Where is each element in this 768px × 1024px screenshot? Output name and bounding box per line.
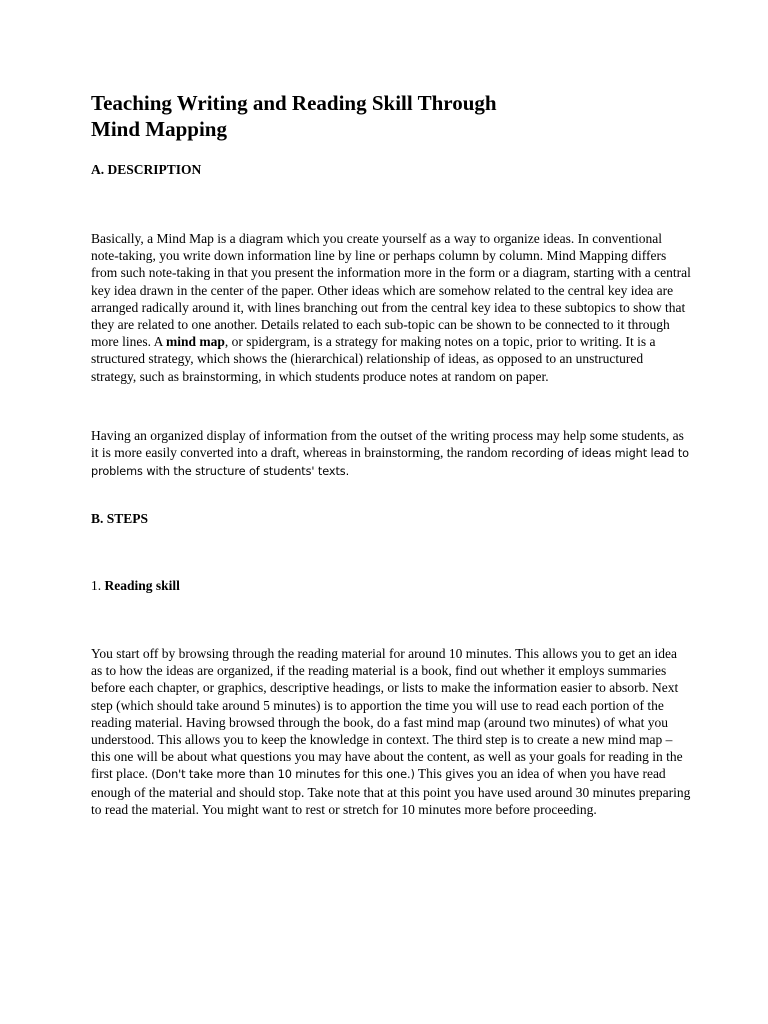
description-p2-sans-text: recording of ideas might lead to problems with the structure of students' texts. (91, 447, 689, 479)
document-page (91, 90, 691, 817)
mind-map-term: mind map (166, 334, 225, 350)
reading-text-part-2: This gives you an idea of when you have read enough of the material and should stop. Take note that at this point you have used around 30 minutes preparing to read the material. You might want to rest or stretch for 10 minutes more before proceeding. (91, 766, 691, 817)
step-1-label: Reading skill (104, 578, 180, 593)
document-title (91, 90, 683, 142)
section-heading-description: A. DESCRIPTION (91, 162, 202, 177)
title-line-2: Mind Mapping (91, 117, 227, 141)
reading-text-sans: (Don't take more than 10 minutes for this one.) (151, 768, 415, 782)
description-rest-text: , or spidergram, is a strategy for making notes on a topic, prior to writing. It is a structured strategy, which shows the (hierarchical) relationship of ideas, as opposed to an unstructured strategy, such as brainstorming, in which students produce notes at random on paper. (91, 334, 656, 384)
step-1-heading (91, 577, 180, 594)
reading-skill-paragraph (91, 645, 691, 818)
reading-text-part-1: You start off by browsing through the reading material for around 10 minutes. This allows you to get an idea as to how the ideas are organized, if the reading material is a book, find out whether it employs summaries before each chapter, or graphics, descriptive headings, or lists to make the information easier to absorb. Next step (which should take around 5 minutes) is to apportion the time you will use to read each portion of the reading material. Having browsed through the book, do a fast mind map (around two minutes) of what you understood. This allows you to keep the knowledge in context. The third step is to create a new mind map – this one will be about what questions you may have about the content, as well as your goals for reading in the first place. (91, 646, 683, 782)
description-intro-text: Basically, a Mind Map is a diagram which you create yourself as a way to organize ideas. In conventional note-taking, you write down information line by line or perhaps column by column. Mind Mapping differs from such note-taking in that you present the information more in the form or a diagram, starting with a central key idea drawn in the center of the paper. Other ideas which are somehow related to the central key idea are arranged radically around it, with lines branching out from the central key idea to these subtopics to show that they are related to one another. Details related to each sub-topic can be shown to be connected to it through more lines. A (91, 231, 691, 350)
description-paragraph-2 (91, 427, 691, 481)
title-line-1: Teaching Writing and Reading Skill Through (91, 91, 497, 115)
description-paragraph-1 (91, 230, 691, 385)
description-p2-text: Having an organized display of information from the outset of the writing process may help some students, as it is more easily converted into a draft, whereas in brainstorming, the random (91, 428, 684, 461)
step-1-number: 1. (91, 578, 105, 593)
section-heading-steps: B. STEPS (91, 511, 149, 526)
